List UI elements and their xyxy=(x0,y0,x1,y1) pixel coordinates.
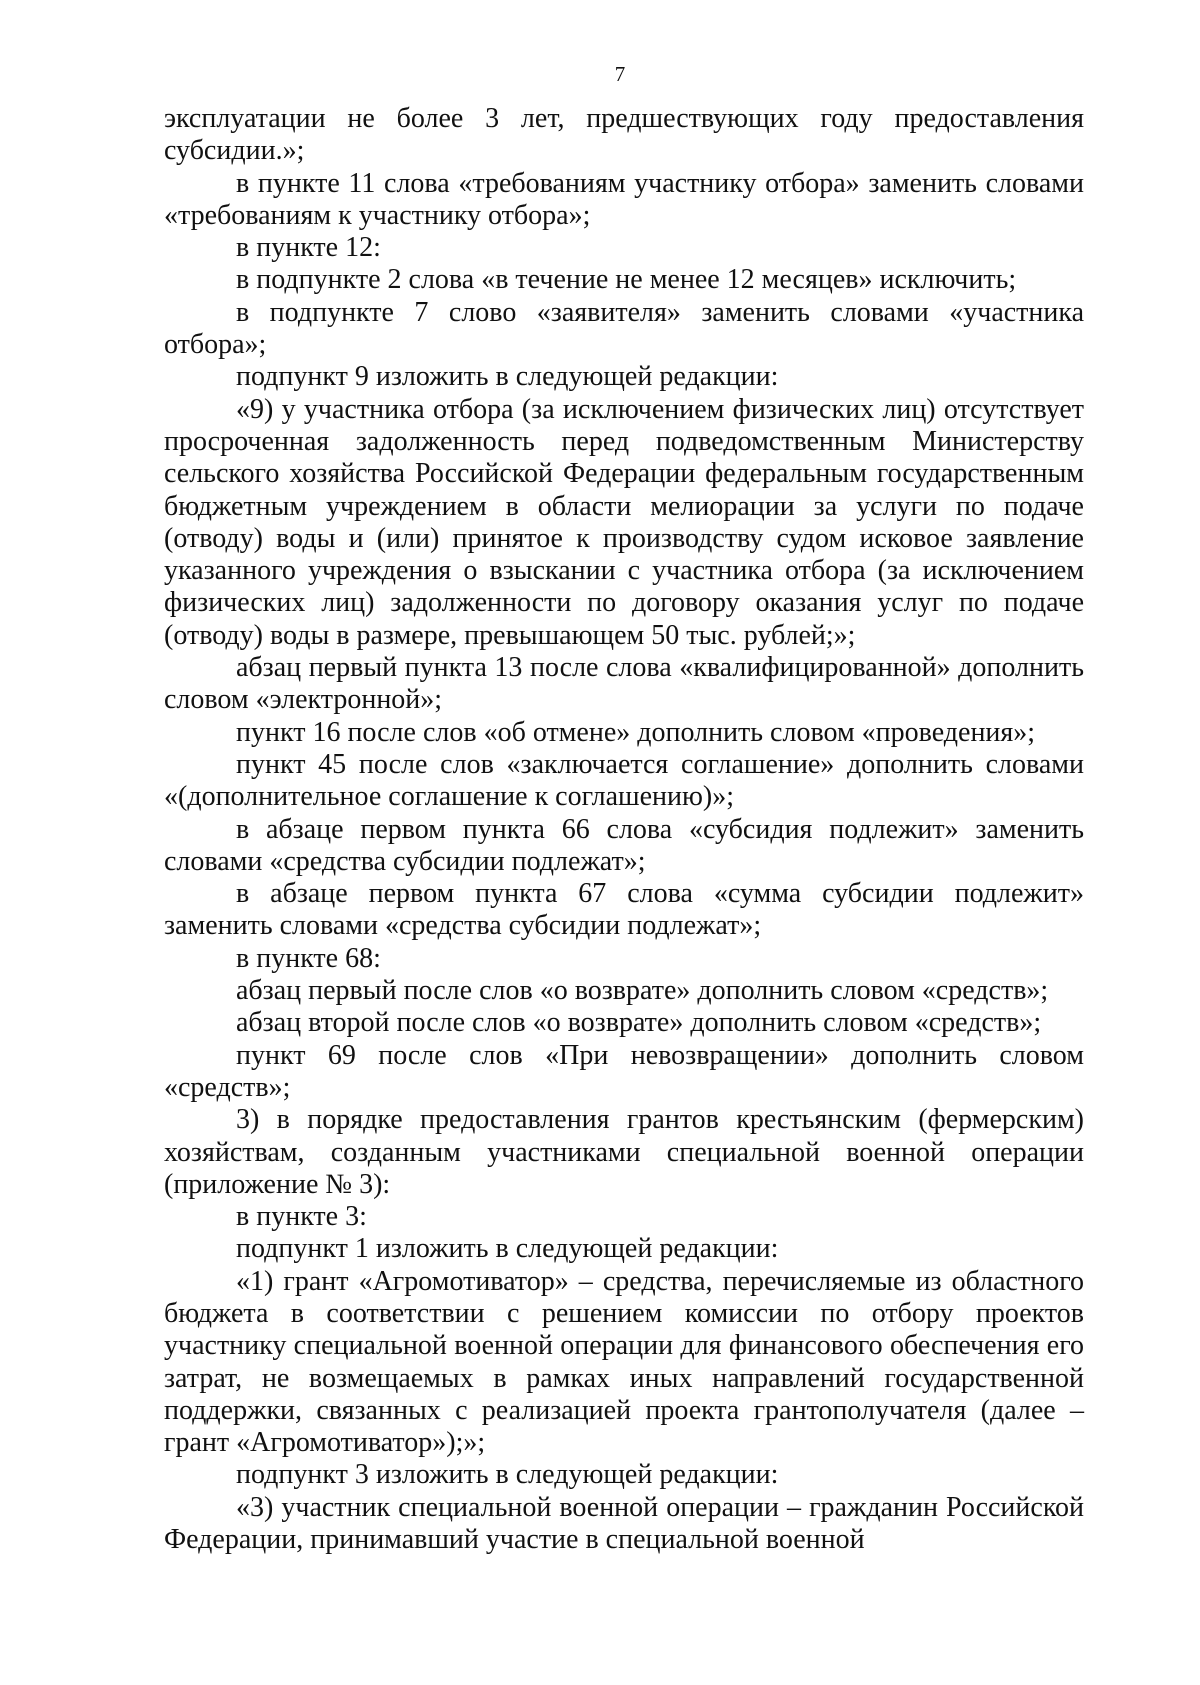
paragraph: в пункте 12: xyxy=(236,232,381,264)
paragraph: пункт 69 после слов «При невозвращении» дополнить словом «средств»; xyxy=(164,1039,1084,1103)
paragraph: эксплуатации не более 3 лет, предшествующих году предоставления субсидии.»; xyxy=(164,103,1084,167)
paragraph: «3) участник специальной военной операции – гражданин Российской Федерации, принимавший участие в специальной военной xyxy=(164,1491,1084,1556)
document-body xyxy=(164,103,1084,1556)
paragraph: подпункт 9 изложить в следующей редакции: xyxy=(236,361,779,393)
paragraph: абзац первый после слов «о возврате» дополнить словом «средств»; xyxy=(236,975,1049,1007)
page-number: 7 xyxy=(614,62,626,86)
paragraph: абзац первый пункта 13 после слова «квалифицированной» дополнить словом «электронной»; xyxy=(164,652,1084,716)
paragraph: пункт 45 после слов «заключается соглашение» дополнить словами «(дополнительное соглашение к соглашению)»; xyxy=(164,748,1084,813)
paragraph: подпункт 1 изложить в следующей редакции: xyxy=(236,1233,779,1265)
paragraph: подпункт 3 изложить в следующей редакции: xyxy=(236,1459,779,1491)
paragraph: в подпункте 2 слова «в течение не менее 12 месяцев» исключить; xyxy=(236,264,1017,296)
paragraph: пункт 16 после слов «об отмене» дополнить словом «проведения»; xyxy=(236,716,1036,748)
paragraph: «9) у участника отбора (за исключением физических лиц) отсутствует просроченная задолженность перед подведомственным Министерству сельского хозяйства Российской Федерации федеральным государственным бюджетным учреждением в области мелиорации за услуги по подаче (отводу) воды и (или) принятое к производству судом исковое заявление указанного учреждения о взыскании с участника отбора (за исключением физических лиц) задолженности по договору оказания услуг по подаче (отводу) воды в размере, превышающем 50 тыс. рублей;»; xyxy=(164,393,1084,651)
paragraph: в пункте 68: xyxy=(236,942,381,974)
paragraph: абзац второй после слов «о возврате» дополнить словом «средств»; xyxy=(236,1007,1042,1039)
paragraph: в пункте 11 слова «требованиям участнику отбора» заменить словами «требованиям к участнику отбора»; xyxy=(164,167,1084,231)
paragraph: 3) в порядке предоставления грантов крестьянским (фермерским) хозяйствам, созданным участниками специальной военной операции (приложение № 3): xyxy=(164,1104,1084,1200)
paragraph: в пункте 3: xyxy=(236,1201,367,1233)
paragraph: «1) грант «Агромотиватор» – средства, перечисляемые из областного бюджета в соответствии с решением комиссии по отбору проектов участнику специальной военной операции для финансового обеспечения его затрат, не возмещаемых в рамках иных направлений государственной поддержки, связанных с реализацией проекта грантополучателя (далее – грант «Агромотиватор»);»; xyxy=(164,1265,1084,1459)
paragraph: в абзаце первом пункта 66 слова «субсидия подлежит» заменить словами «средства субсидии подлежат»; xyxy=(164,813,1084,877)
paragraph: в подпункте 7 слово «заявителя» заменить словами «участника отбора»; xyxy=(164,296,1084,361)
paragraph: в абзаце первом пункта 67 слова «сумма субсидии подлежит» заменить словами «средства субсидии подлежат»; xyxy=(164,878,1084,942)
